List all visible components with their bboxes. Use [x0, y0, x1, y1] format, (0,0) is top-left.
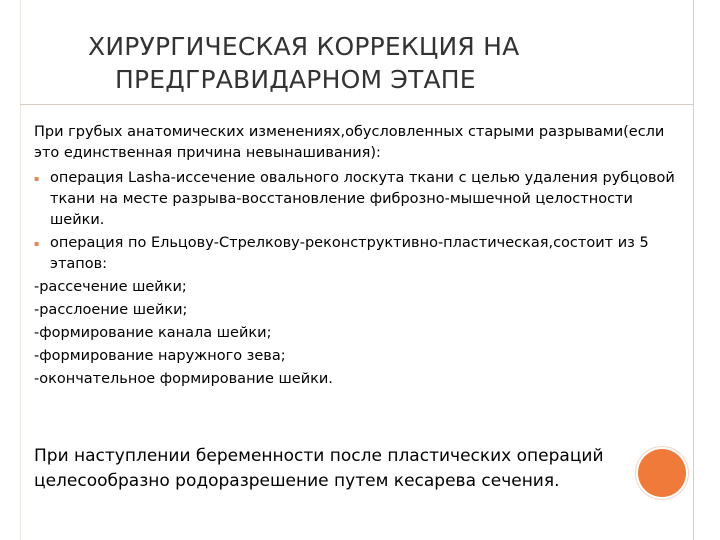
step-item: -формирование канала шейки;	[34, 325, 272, 341]
right-border-line	[693, 0, 694, 540]
step-item: -окончательное формирование шейки.	[34, 371, 333, 387]
title-divider	[20, 104, 693, 105]
slide-title	[40, 30, 660, 96]
bullet-item-lasha	[34, 168, 684, 231]
decorative-circle-icon	[638, 449, 686, 497]
title-line-2: ПРЕДГРАВИДАРНОМ ЭТАПЕ	[115, 65, 476, 94]
step-item: -рассечение шейки;	[34, 279, 187, 295]
conclusion-paragraph: При наступлении беременности после пластических операций целесообразно родоразрешение путем кесарева сечения.	[34, 446, 604, 491]
title-line-1: ХИРУРГИЧЕСКАЯ КОРРЕКЦИЯ НА	[88, 32, 520, 61]
bullet-text: операция Lasha-иссечение овального лоскута ткани с целью удаления рубцовой ткани на месте разрыва-восстановление фиброзно-мышечной целостности шейки.	[50, 170, 675, 228]
bullet-text: операция по Ельцову-Стрелкову-реконструктивно-пластическая,состоит из 5 этапов:	[50, 235, 649, 272]
left-border-line	[20, 0, 21, 540]
intro-paragraph: При грубых анатомических изменениях,обусловленных старыми разрывами(если это единственная причина невынашивания):	[34, 124, 665, 161]
slide-body	[34, 122, 684, 392]
step-item: -формирование наружного зева;	[34, 348, 286, 364]
bullet-icon: ▪	[34, 239, 40, 248]
bullet-icon: ▪	[34, 174, 40, 183]
step-item: -расслоение шейки;	[34, 302, 188, 318]
bullet-item-eltsov	[34, 233, 684, 275]
